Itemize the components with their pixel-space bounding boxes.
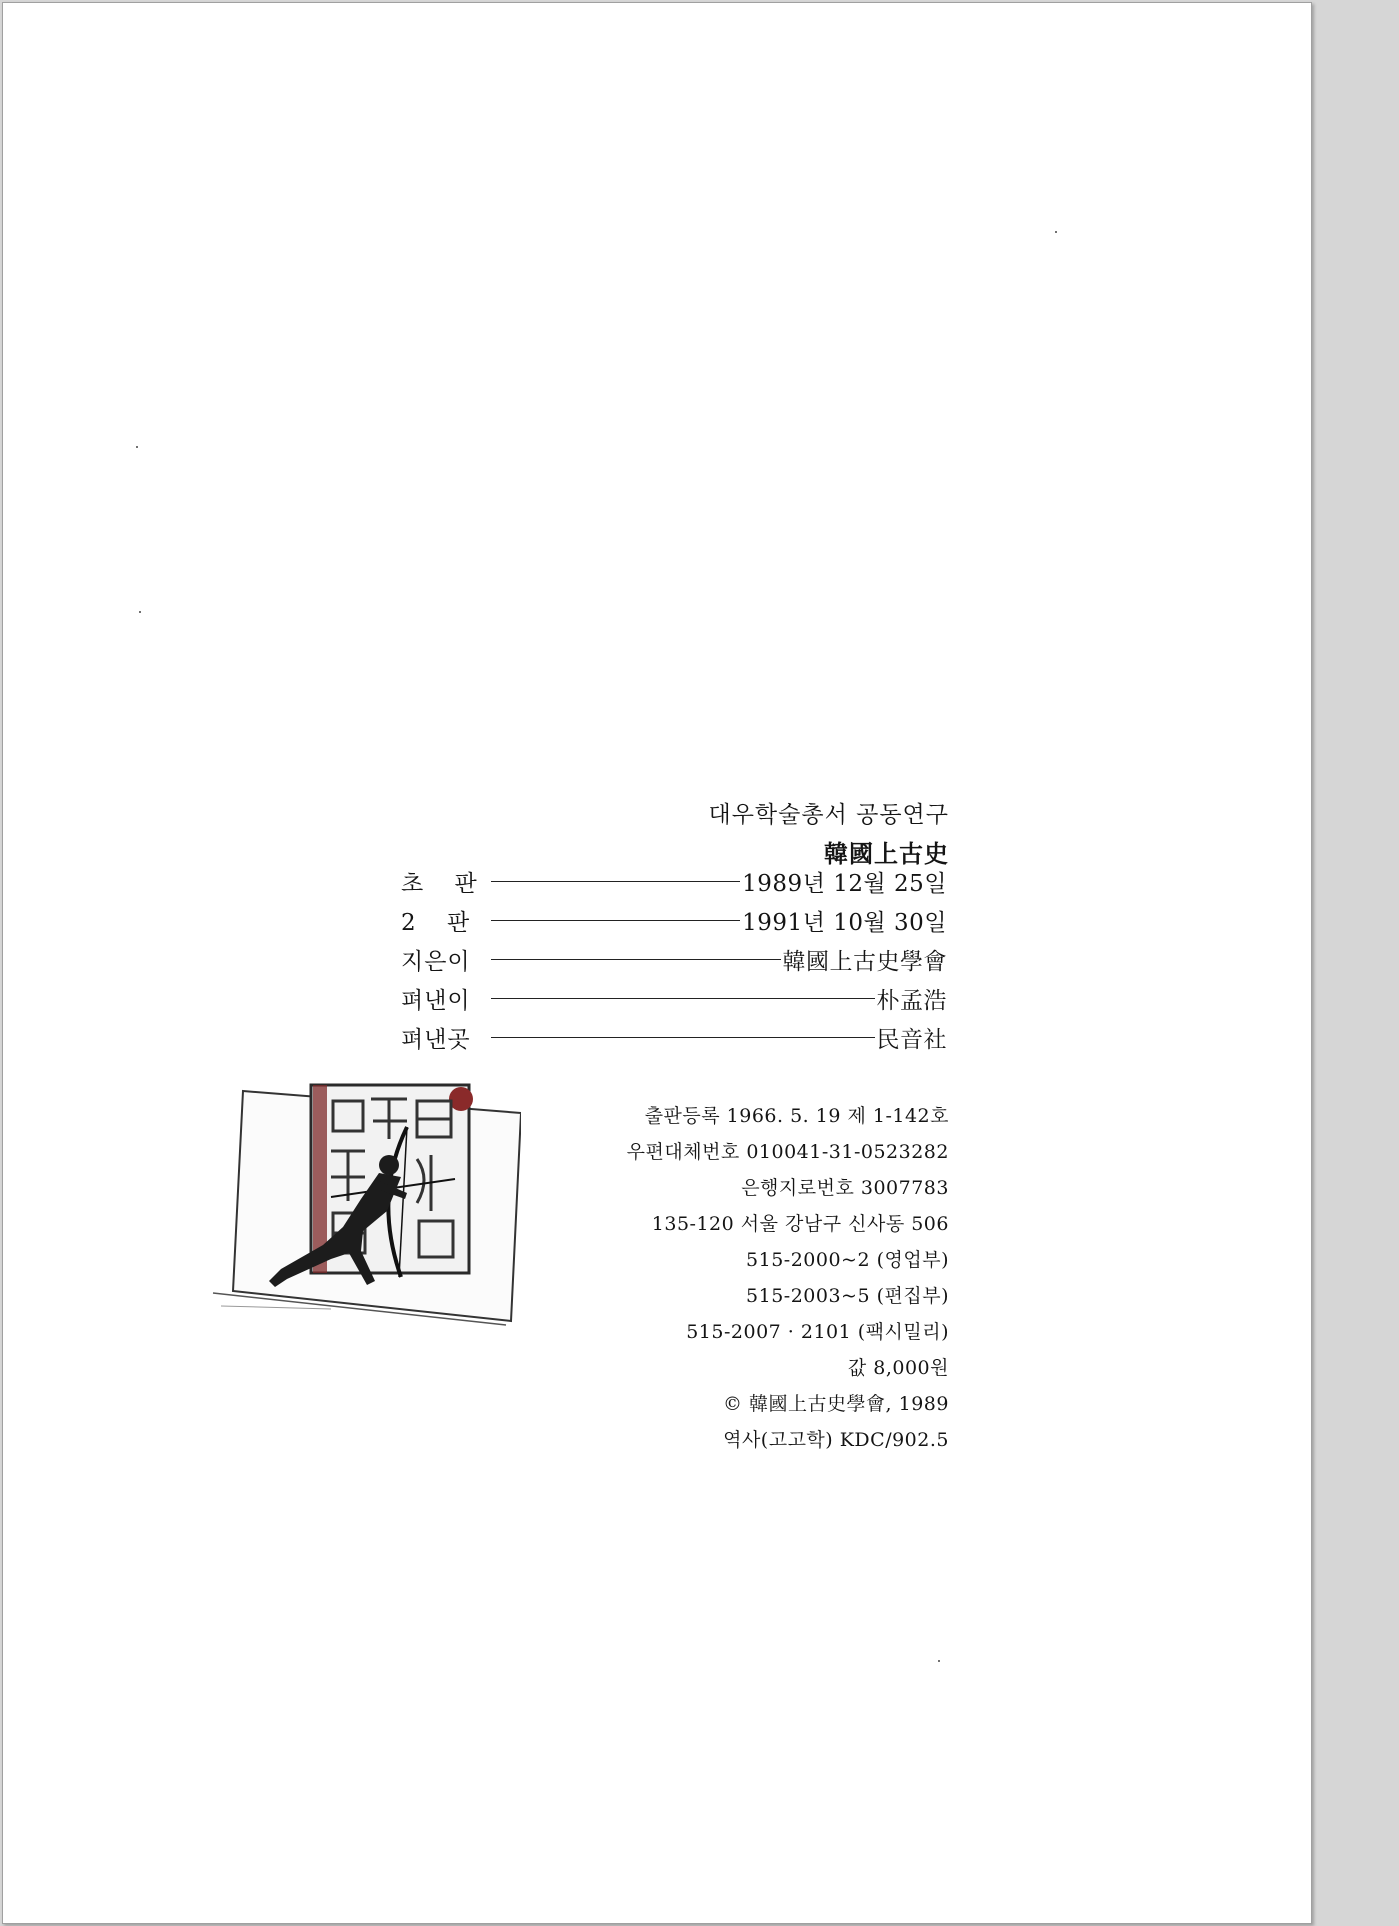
copyright-page <box>2 2 1312 1924</box>
leader-rule <box>491 998 875 999</box>
leader-rule <box>491 920 740 921</box>
entry-publisher-company <box>401 1021 947 1053</box>
viewer-margin <box>1317 0 1399 1926</box>
imprint-line: 우편대체번호 010041-31-0523282 <box>626 1141 949 1163</box>
entry-label: 초 판 <box>401 870 489 897</box>
entry-first-edition <box>401 865 947 897</box>
scan-speck <box>136 446 138 448</box>
seal-archer-logo <box>211 1081 521 1331</box>
imprint-line: 은행지로번호 3007783 <box>741 1177 949 1199</box>
entry-publisher-person <box>401 982 947 1014</box>
series-title: 대우학술총서 공동연구 <box>708 802 949 828</box>
entry-author <box>401 943 947 975</box>
imprint-line: 135-120 서울 강남구 신사동 506 <box>651 1213 949 1235</box>
entry-label: 펴낸이 <box>401 987 471 1014</box>
entry-label: 펴낸곳 <box>401 1026 471 1053</box>
classification-line: 역사(고고학) KDC/902.5 <box>723 1429 949 1451</box>
scan-speck <box>139 611 141 613</box>
book-title: 韓國上古史 <box>824 839 949 868</box>
imprint-line: 515-2007 · 2101 (팩시밀리) <box>686 1321 949 1343</box>
scan-speck <box>938 1660 940 1662</box>
entry-value: 1989년 12월 25일 <box>742 870 947 897</box>
entry-value: 民音社 <box>876 1026 947 1053</box>
imprint-block <box>627 1098 949 1458</box>
entry-value: 韓國上古史學會 <box>782 948 947 975</box>
imprint-line: 515-2003~5 (편집부) <box>746 1285 949 1307</box>
leader-rule <box>491 881 740 882</box>
price-line: 값 8,000원 <box>847 1357 949 1379</box>
entry-second-edition <box>401 904 947 936</box>
leader-rule <box>491 1037 875 1038</box>
entry-value: 1991년 10월 30일 <box>742 909 947 936</box>
entry-label: 지은이 <box>401 948 471 975</box>
imprint-line: 출판등록 1966. 5. 19 제 1-142호 <box>644 1105 949 1127</box>
entry-value: 朴孟浩 <box>876 987 947 1014</box>
scan-speck <box>1055 231 1057 233</box>
leader-rule <box>491 959 781 960</box>
entry-label: 2 판 <box>401 909 482 936</box>
copyright-line: © 韓國上古史學會, 1989 <box>723 1393 949 1415</box>
imprint-line: 515-2000~2 (영업부) <box>746 1249 949 1271</box>
